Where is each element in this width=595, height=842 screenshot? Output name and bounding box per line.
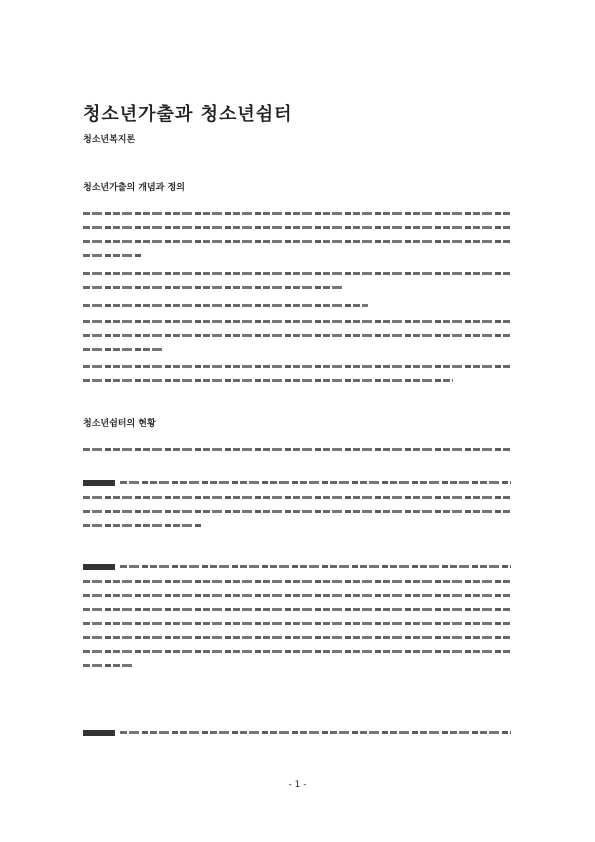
body-text-line	[83, 272, 511, 275]
body-text-line	[83, 212, 511, 215]
body-text-line	[83, 496, 511, 499]
body-text-line	[83, 524, 203, 527]
paragraph-lead	[83, 480, 115, 486]
body-text-line	[120, 731, 511, 734]
body-text-line	[83, 379, 453, 382]
body-text-line	[83, 286, 343, 289]
body-text-line	[83, 622, 511, 625]
body-text-line	[83, 580, 511, 583]
body-text-line	[83, 664, 133, 667]
document-title: 청소년가출과 청소년쉼터	[83, 104, 293, 125]
body-text-line	[83, 348, 163, 351]
body-text-line	[120, 481, 511, 484]
body-text-line	[83, 608, 511, 611]
paragraph-lead	[83, 564, 115, 570]
body-text-line	[83, 365, 511, 368]
body-text-line	[83, 510, 511, 513]
body-text-line	[83, 594, 511, 597]
body-text-line	[83, 240, 511, 243]
page-number: - 1 -	[288, 780, 307, 790]
body-text-line	[120, 565, 511, 568]
section-heading-1: 청소년가출의 개념과 정의	[83, 183, 185, 193]
body-text-line	[83, 636, 511, 639]
paragraph-lead	[83, 730, 115, 736]
body-text-line	[83, 304, 368, 307]
document-subtitle: 청소년복지론	[83, 135, 136, 145]
section-heading-2: 청소년쉼터의 현황	[83, 419, 156, 429]
body-text-line	[83, 226, 511, 229]
body-text-line	[83, 334, 511, 337]
body-text-line	[83, 254, 143, 257]
body-text-line	[83, 650, 511, 653]
body-text-line	[83, 320, 511, 323]
body-text-line	[83, 448, 511, 451]
